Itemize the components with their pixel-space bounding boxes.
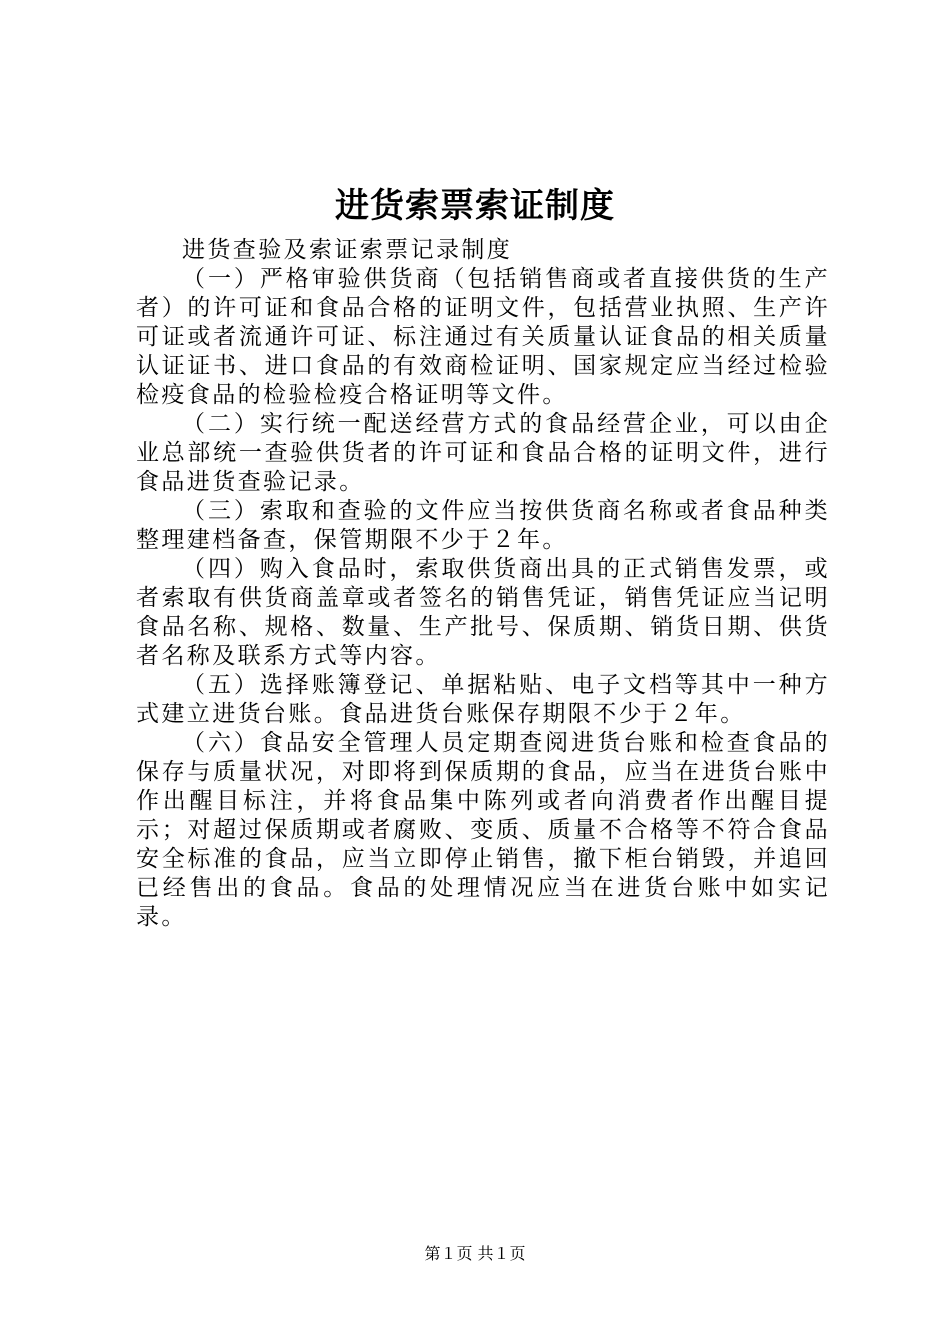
paragraph-3: （三）索取和查验的文件应当按供货商名称或者食品种类整理建档备查，保管期限不少于２年。 bbox=[136, 498, 830, 553]
paragraph-2: （二）实行统一配送经营方式的食品经营企业，可以由企业总部统一查验供货者的许可证和食品合格的证明文件，进行食品进货查验记录。 bbox=[136, 411, 830, 495]
paragraph-6: （六）食品安全管理人员定期查阅进货台账和检查食品的保存与质量状况，对即将到保质期的食品，应当在进货台账中作出醒目标注，并将食品集中陈列或者向消费者作出醒目提示；对超过保质期或者腐败、变质、质量不合格等不符合食品安全标准的食品，应当立即停止销售，撤下柜台销毁，并追回已经售出的食品。食品的处理情况应当在进货台账中如实记录。 bbox=[136, 730, 830, 930]
document-title: 进货索票索证制度 bbox=[335, 186, 615, 226]
paragraph-4: （四）购入食品时，索取供货商出具的正式销售发票，或者索取有供货商盖章或者签名的销售凭证，销售凭证应当记明食品名称、规格、数量、生产批号、保质期、销货日期、供货者名称及联系方式等内容。 bbox=[136, 556, 830, 669]
intro-line: 进货查验及索证索票记录制度 bbox=[182, 237, 513, 263]
paragraph-5: （五）选择账簿登记、单据粘贴、电子文档等其中一种方式建立进货台账。食品进货台账保存期限不少于２年。 bbox=[136, 672, 830, 727]
document-body bbox=[136, 236, 830, 932]
paragraph-1: （一）严格审验供货商（包括销售商或者直接供货的生产者）的许可证和食品合格的证明文件，包括营业执照、生产许可证或者流通许可证、标注通过有关质量认证食品的相关质量认证证书、进口食品的有效商检证明、国家规定应当经过检验检疫食品的检验检疫合格证明等文件。 bbox=[136, 266, 830, 408]
page-footer: 第１页 共１页 bbox=[424, 1244, 526, 1263]
